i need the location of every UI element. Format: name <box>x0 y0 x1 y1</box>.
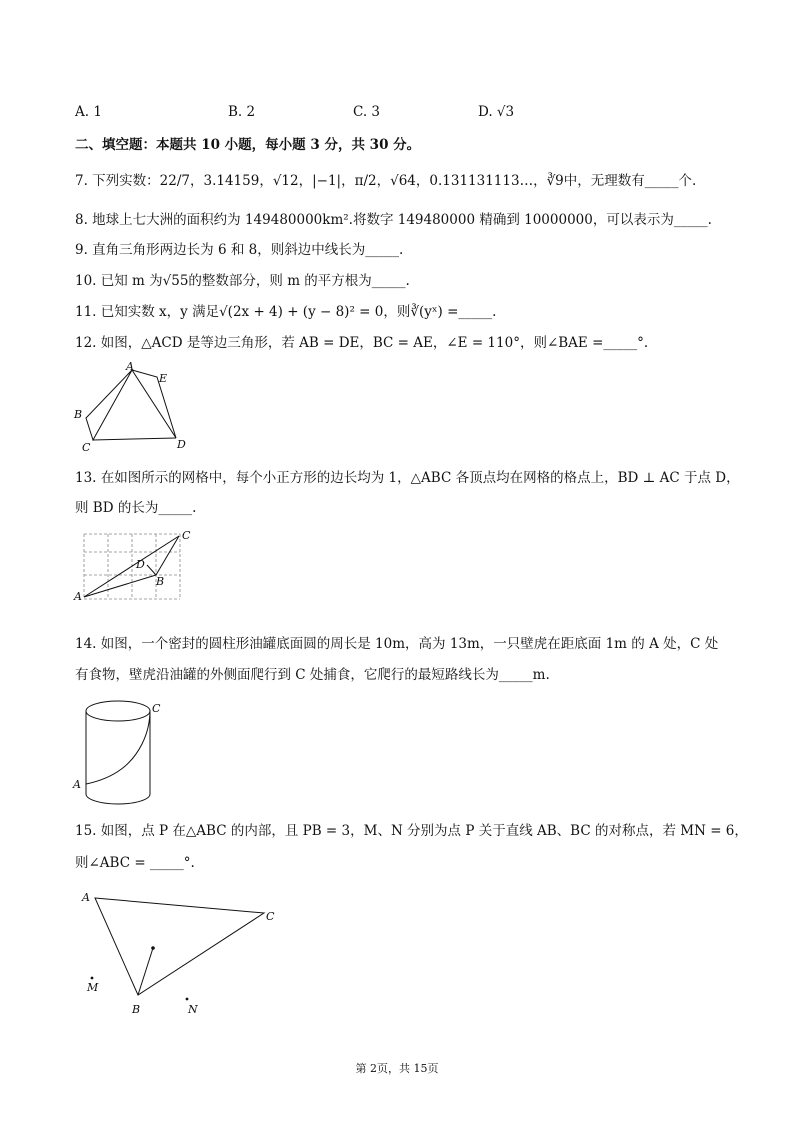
fig13-label-d: D <box>136 558 145 571</box>
fig14-label-c: C <box>152 702 161 715</box>
point-p <box>151 946 155 950</box>
point-m <box>91 977 94 980</box>
fig14-label-a: A <box>73 778 81 791</box>
fig12-label-a: A <box>126 362 134 373</box>
fig15-label-c: C <box>266 910 275 923</box>
question-12: 12. 如图，△ACD 是等边三角形，若 AB = DE，BC = AE，∠E = 110°，则∠BAE =_____°. <box>75 335 649 351</box>
fig13-label-c: C <box>182 529 191 542</box>
point-n <box>186 998 189 1001</box>
fig13-label-b: B <box>156 575 165 588</box>
fig12-label-d: D <box>177 438 186 451</box>
section-heading: 二、填空题：本题共 10 小题，每小题 3 分，共 30 分。 <box>75 137 421 153</box>
fig15-label-m: M <box>87 981 99 994</box>
question-15-line1: 15. 如图，点 P 在△ABC 的内部，且 PB = 3，M、N 分别为点 P 关于直线 AB、BC 的对称点，若 MN = 6， <box>75 823 748 839</box>
question-8: 8. 地球上七大洲的面积约为 149480000km².将数字 149480000 精确到 10000000，可以表示为_____. <box>75 212 712 228</box>
question-14-line2: 有食物，壁虎沿油罐的外侧面爬行到 C 处捕食，它爬行的最短路线长为_____m. <box>75 667 550 683</box>
choice-a: A. 1 <box>75 104 102 120</box>
question-9: 9. 直角三角形两边长为 6 和 8，则斜边中线长为_____. <box>75 242 404 258</box>
fig13-label-a: A <box>74 590 82 603</box>
fig12-label-c: C <box>82 441 91 452</box>
choice-b: B. 2 <box>228 104 256 120</box>
fig15-label-b: B <box>132 1003 141 1016</box>
figure-14-cylinder <box>70 694 170 814</box>
choice-d: D. √3 <box>478 104 515 120</box>
fig15-label-a: A <box>82 891 90 904</box>
question-11: 11. 已知实数 x，y 满足√(2x + 4) + (y − 8)² = 0，则∛(yˣ) =_____. <box>75 304 497 320</box>
question-13-line1: 13. 在如图所示的网格中，每个小正方形的边长均为 1，△ABC 各顶点均在网格的格点上，BD ⊥ AC 于点 D， <box>75 470 740 486</box>
page-footer: 第 2页，共 15页 <box>355 1062 439 1075</box>
question-10: 10. 已知 m 为√55的整数部分，则 m 的平方根为_____. <box>75 273 410 289</box>
figure-15 <box>78 885 288 1029</box>
question-15-line2: 则∠ABC = _____°. <box>75 855 195 871</box>
choice-c: C. 3 <box>353 104 381 120</box>
fig15-label-n: N <box>188 1003 198 1016</box>
figure-13-grid <box>72 528 197 608</box>
question-14-line1: 14. 如图，一个密封的圆柱形油罐底面圆的周长是 10m，高为 13m，一只壁虎在距底面 1m 的 A 处，C 处 <box>75 636 719 652</box>
figure-12 <box>72 362 197 456</box>
question-13-line2: 则 BD 的长为_____. <box>75 500 197 516</box>
fig12-label-b: B <box>74 408 83 421</box>
fig12-label-e: E <box>159 372 168 385</box>
question-7: 7. 下列实数：22/7，3.14159，√12，|−1|，π/2，√64，0.131131113…，∛9中，无理数有_____个. <box>75 173 697 189</box>
